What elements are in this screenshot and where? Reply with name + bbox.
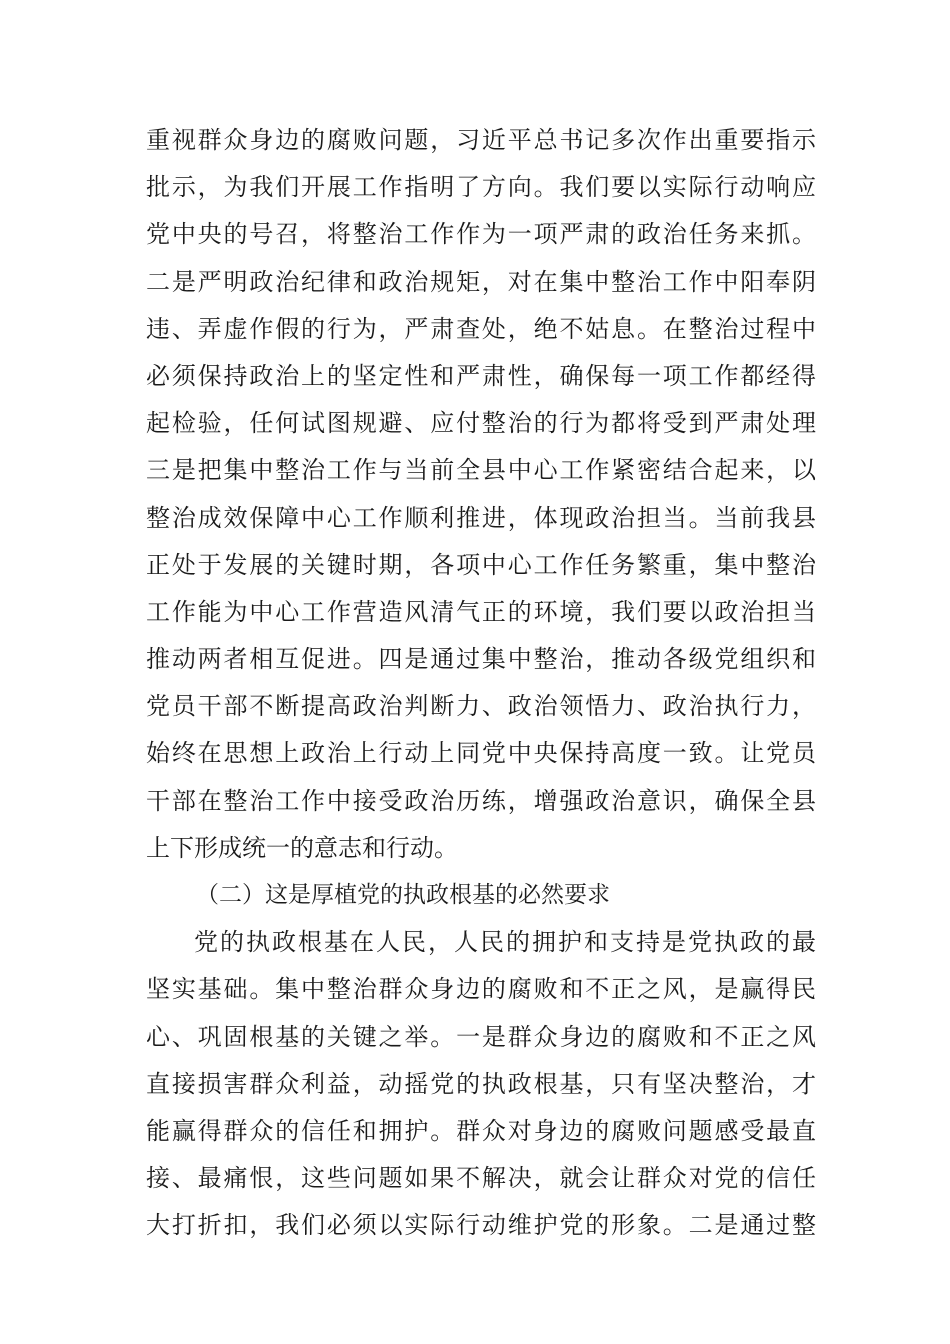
text-line: 接、最痛恨，这些问题如果不解决，就会让群众对党的信任 (146, 1164, 816, 1193)
body-text (146, 117, 816, 1250)
paragraph-first-line: 党的执政根基在人民，人民的拥护和支持是党执政的最 (194, 928, 816, 957)
text-line: 党员干部不断提高政治判断力、政治领悟力、政治执行力， (146, 692, 816, 721)
text-line: 大打折扣，我们必须以实际行动维护党的形象。二是通过整 (146, 1211, 816, 1240)
section-heading: （二）这是厚植党的执政根基的必然要求 (196, 882, 610, 908)
text-line: 必须保持政治上的坚定性和严肃性，确保每一项工作都经得 (146, 361, 816, 390)
text-line: 重视群众身边的腐败问题，习近平总书记多次作出重要指示 (146, 126, 816, 154)
text-line: 心、巩固根基的关键之举。一是群众身边的腐败和不正之风 (146, 1022, 816, 1051)
text-line: 起检验，任何试图规避、应付整治的行为都将受到严肃处理 (146, 409, 816, 438)
text-line: 三是把集中整治工作与当前全县中心工作紧密结合起来，以 (146, 456, 816, 485)
text-line: 推动两者相互促进。四是通过集中整治，推动各级党组织和 (146, 645, 816, 674)
text-line: 始终在思想上政治上行动上同党中央保持高度一致。让党员 (146, 739, 816, 768)
text-line: 党中央的号召，将整治工作作为一项严肃的政治任务来抓。 (146, 220, 816, 249)
text-line: 上下形成统一的意志和行动。 (146, 833, 458, 862)
text-line: 二是严明政治纪律和政治规矩，对在集中整治工作中阳奉阴 (146, 267, 816, 296)
text-line: 坚实基础。集中整治群众身边的腐败和不正之风，是赢得民 (146, 975, 816, 1004)
text-line: 工作能为中心工作营造风清气正的环境，我们要以政治担当 (146, 597, 816, 626)
text-line: 能赢得群众的信任和拥护。群众对身边的腐败问题感受最直 (146, 1116, 816, 1145)
text-line: 正处于发展的关键时期，各项中心工作任务繁重，集中整治 (146, 550, 816, 579)
text-line: 整治成效保障中心工作顺利推进，体现政治担当。当前我县 (146, 503, 816, 532)
text-line: 违、弄虚作假的行为，严肃查处，绝不姑息。在整治过程中 (146, 314, 816, 343)
text-line: 干部在整治工作中接受政治历练，增强政治意识，确保全县 (146, 786, 816, 815)
text-line: 批示，为我们开展工作指明了方向。我们要以实际行动响应 (146, 173, 816, 202)
text-line: 直接损害群众利益，动摇党的执政根基，只有坚决整治，才 (146, 1069, 816, 1098)
